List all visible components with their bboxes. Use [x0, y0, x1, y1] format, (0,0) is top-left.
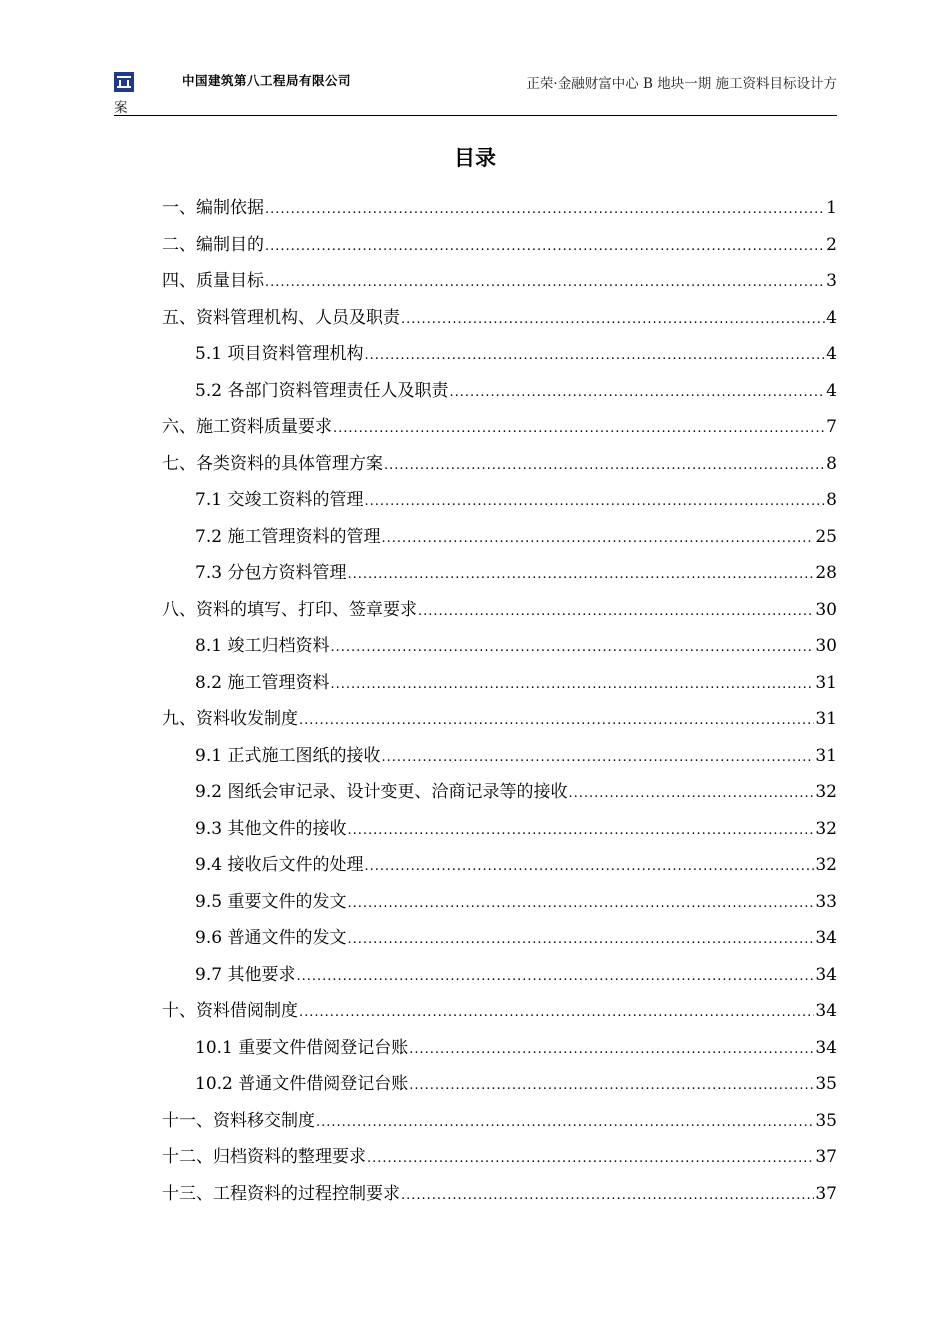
- toc-entry-page-number: 1: [826, 198, 837, 218]
- toc-entry-page-number: 32: [815, 782, 837, 802]
- toc-dot-leader: [409, 1032, 814, 1069]
- toc-dot-leader: [409, 1068, 814, 1105]
- toc-entry[interactable]: [162, 774, 837, 811]
- toc-entry-label: 9.3 其他文件的接收: [195, 818, 347, 839]
- page-header: [114, 70, 837, 116]
- toc-entry[interactable]: [162, 592, 837, 629]
- toc-entry-label: 10.2 普通文件借阅登记台账: [195, 1074, 409, 1094]
- toc-entry-label: 8.1 竣工归档资料: [195, 636, 330, 656]
- toc-dot-leader: [401, 1178, 814, 1215]
- toc-dot-leader: [330, 630, 814, 667]
- toc-entry-label: 9.1 正式施工图纸的接收: [195, 745, 381, 766]
- toc-entry-label: 9.2 图纸会审记录、设计变更、洽商记录等的接收: [195, 782, 568, 802]
- toc-entry[interactable]: [162, 263, 837, 300]
- toc-entry-label: 9.7 其他要求: [195, 964, 296, 985]
- toc-entry-label: 五、资料管理机构、人员及职责: [162, 307, 400, 328]
- toc-entry-page-number: 32: [815, 855, 837, 875]
- toc-entry[interactable]: [162, 811, 837, 848]
- toc-entry-label: 七、各类资料的具体管理方案: [162, 453, 383, 474]
- company-logo-icon: [114, 72, 134, 92]
- toc-dot-leader: [265, 192, 825, 229]
- toc-entry-label: 9.5 重要文件的发文: [195, 891, 347, 912]
- toc-entry-page-number: 32: [815, 818, 837, 839]
- toc-dot-leader: [381, 521, 814, 558]
- toc-entry[interactable]: [162, 446, 837, 483]
- toc-dot-leader: [347, 922, 814, 959]
- toc-entry-page-number: 31: [815, 745, 837, 766]
- toc-entry-label: 7.3 分包方资料管理: [195, 563, 347, 583]
- toc-entry[interactable]: [162, 300, 837, 337]
- toc-entry-page-number: 37: [815, 1183, 837, 1204]
- toc-entry-page-number: 34: [815, 964, 837, 985]
- toc-entry-label: 7.2 施工管理资料的管理: [195, 526, 381, 547]
- toc-entry-label: 8.2 施工管理资料: [195, 672, 330, 693]
- toc-dot-leader: [265, 265, 825, 302]
- toc-dot-leader: [384, 448, 825, 485]
- toc-entry-page-number: 4: [826, 307, 837, 328]
- toc-entry[interactable]: [162, 373, 837, 410]
- toc-dot-leader: [381, 740, 814, 777]
- toc-entry-label: 5.2 各部门资料管理责任人及职责: [195, 380, 449, 401]
- toc-entry[interactable]: [162, 701, 837, 738]
- toc-entry-page-number: 35: [815, 1110, 837, 1131]
- toc-dot-leader: [299, 995, 814, 1032]
- toc-entry-label: 9.6 普通文件的发文: [195, 928, 347, 948]
- toc-entry[interactable]: [162, 665, 837, 702]
- toc-dot-leader: [449, 375, 825, 412]
- toc-entry-label: 二、编制目的: [162, 234, 264, 255]
- toc-entry-label: 六、施工资料质量要求: [162, 417, 332, 437]
- toc-entry-page-number: 31: [815, 672, 837, 693]
- toc-entry-page-number: 30: [815, 599, 837, 620]
- toc-entry[interactable]: [162, 957, 837, 994]
- toc-entry-page-number: 35: [815, 1074, 837, 1094]
- toc-entry-page-number: 34: [815, 928, 837, 948]
- toc-entry[interactable]: [162, 519, 837, 556]
- toc-dot-leader: [401, 302, 825, 339]
- toc-entry[interactable]: [162, 409, 837, 446]
- toc-dot-leader: [364, 338, 825, 375]
- toc-entry-label: 十二、归档资料的整理要求: [162, 1147, 366, 1167]
- toc-dot-leader: [333, 411, 825, 448]
- toc-entry-page-number: 2: [826, 234, 837, 255]
- toc-entry-label: 10.1 重要文件借阅登记台账: [195, 1037, 409, 1058]
- project-title-continued: 案: [114, 100, 128, 116]
- toc-entry-page-number: 8: [826, 490, 837, 510]
- toc-dot-leader: [316, 1105, 814, 1142]
- toc-dot-leader: [296, 959, 814, 996]
- toc-entry[interactable]: [162, 1030, 837, 1067]
- toc-entry-page-number: 3: [826, 271, 837, 291]
- toc-entry-page-number: 4: [826, 380, 837, 401]
- toc-entry-page-number: 34: [815, 1037, 837, 1058]
- toc-entry-label: 十一、资料移交制度: [162, 1110, 315, 1131]
- toc-entry[interactable]: [162, 920, 837, 957]
- toc-dot-leader: [265, 229, 825, 266]
- toc-dot-leader: [330, 667, 814, 704]
- toc-entry-page-number: 8: [826, 453, 837, 474]
- toc-dot-leader: [418, 594, 814, 631]
- toc-entry-page-number: 7: [826, 417, 837, 437]
- toc-entry[interactable]: [162, 1176, 837, 1213]
- toc-entry-page-number: 31: [815, 709, 837, 729]
- toc-dot-leader: [299, 703, 814, 740]
- toc-entry[interactable]: [162, 1139, 837, 1176]
- toc-entry-page-number: 4: [826, 344, 837, 364]
- toc-entry-label: 八、资料的填写、打印、签章要求: [162, 599, 417, 620]
- toc-entry[interactable]: [162, 482, 837, 519]
- toc-entry[interactable]: [162, 336, 837, 373]
- toc-entry-label: 四、质量目标: [162, 271, 264, 291]
- toc-entry-page-number: 34: [815, 1001, 837, 1021]
- toc-entry-page-number: 30: [815, 636, 837, 656]
- toc-entry-label: 9.4 接收后文件的处理: [195, 855, 364, 875]
- toc-dot-leader: [364, 484, 825, 521]
- toc-entry[interactable]: [162, 738, 837, 775]
- toc-entry-label: 一、编制依据: [162, 198, 264, 218]
- toc-entry-label: 5.1 项目资料管理机构: [195, 344, 364, 364]
- toc-entry-page-number: 25: [815, 526, 837, 547]
- toc-entry-label: 7.1 交竣工资料的管理: [195, 490, 364, 510]
- toc-dot-leader: [364, 849, 814, 886]
- toc-entry[interactable]: [162, 993, 837, 1030]
- toc-dot-leader: [347, 886, 814, 923]
- toc-dot-leader: [347, 557, 814, 594]
- toc-entry-label: 十三、工程资料的过程控制要求: [162, 1183, 400, 1204]
- toc-entry[interactable]: [162, 1066, 837, 1103]
- toc-entry[interactable]: [162, 628, 837, 665]
- toc-entry[interactable]: [162, 227, 837, 264]
- toc-dot-leader: [568, 776, 814, 813]
- toc-entry-label: 九、资料收发制度: [162, 709, 298, 729]
- toc-entry-label: 十、资料借阅制度: [162, 1001, 298, 1021]
- toc-entry-page-number: 28: [815, 563, 837, 583]
- company-name: 中国建筑第八工程局有限公司: [182, 73, 352, 88]
- project-title: 正荣·金融财富中心 B 地块一期 施工资料目标设计方: [526, 76, 837, 92]
- toc-dot-leader: [367, 1141, 814, 1178]
- toc-entry-page-number: 37: [815, 1147, 837, 1167]
- toc-entry[interactable]: [162, 847, 837, 884]
- toc-entry[interactable]: [162, 555, 837, 592]
- table-of-contents: [162, 190, 837, 1212]
- toc-entry[interactable]: [162, 190, 837, 227]
- toc-entry[interactable]: [162, 884, 837, 921]
- toc-dot-leader: [347, 813, 814, 850]
- toc-entry-page-number: 33: [815, 891, 837, 912]
- toc-entry[interactable]: [162, 1103, 837, 1140]
- toc-title: 目录: [454, 146, 496, 170]
